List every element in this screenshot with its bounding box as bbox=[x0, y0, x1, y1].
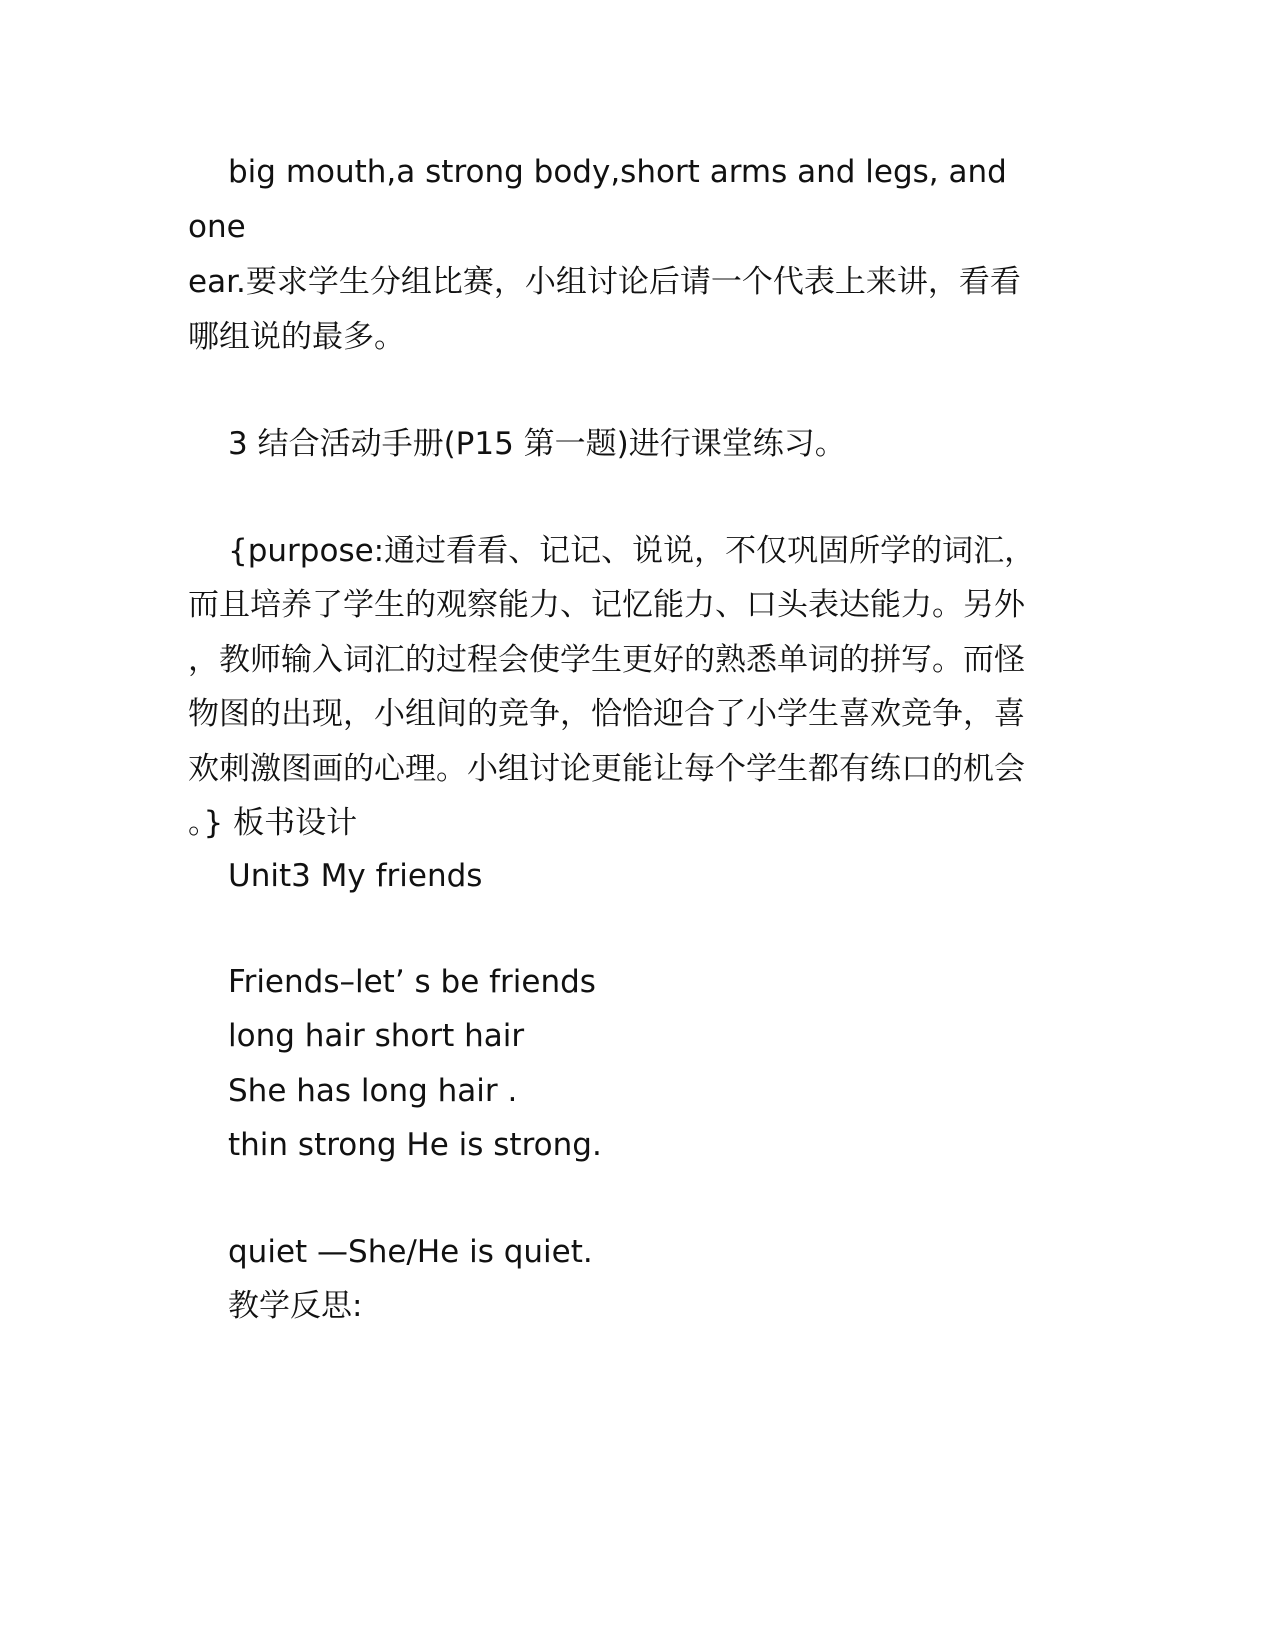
board-title: Unit3 My friends bbox=[228, 858, 483, 894]
purpose-line-3: ，教师输入词汇的过程会使学生更好的熟悉单词的拼写。而怪 bbox=[188, 642, 1025, 678]
purpose-line-6: 。} 板书设计 bbox=[188, 805, 358, 841]
board-line-4: thin strong He is strong. bbox=[228, 1127, 602, 1163]
exercise-line: 3 结合活动手册(P15 第一题)进行课堂练习。 bbox=[228, 426, 846, 462]
board-line-2: long hair short hair bbox=[228, 1018, 525, 1054]
purpose-line-5: 欢刺激图画的心理。小组讨论更能让每个学生都有练口的机会 bbox=[188, 751, 1025, 787]
reflection-label: 教学反思: bbox=[228, 1288, 363, 1324]
purpose-line-2: 而且培养了学生的观察能力、记忆能力、口头表达能力。另外 bbox=[188, 587, 1025, 623]
board-line-1: Friends–let’ s be friends bbox=[228, 964, 596, 1000]
purpose-line-1: {purpose:通过看看、记记、说说，不仅巩固所学的词汇， bbox=[228, 533, 1036, 569]
paragraph-1-line-3: ear.要求学生分组比赛，小组讨论后请一个代表上来讲，看看 bbox=[188, 264, 1021, 300]
paragraph-1-line-1: big mouth,a strong body,short arms and legs, and bbox=[228, 154, 1007, 190]
quiet-line: quiet —She/He is quiet. bbox=[228, 1234, 593, 1270]
paragraph-1-line-4: 哪组说的最多。 bbox=[188, 319, 405, 355]
board-line-3: She has long hair . bbox=[228, 1073, 518, 1109]
paragraph-1-line-2: one bbox=[188, 209, 246, 245]
purpose-line-4: 物图的出现，小组间的竞争，恰恰迎合了小学生喜欢竞争，喜 bbox=[188, 696, 1025, 732]
